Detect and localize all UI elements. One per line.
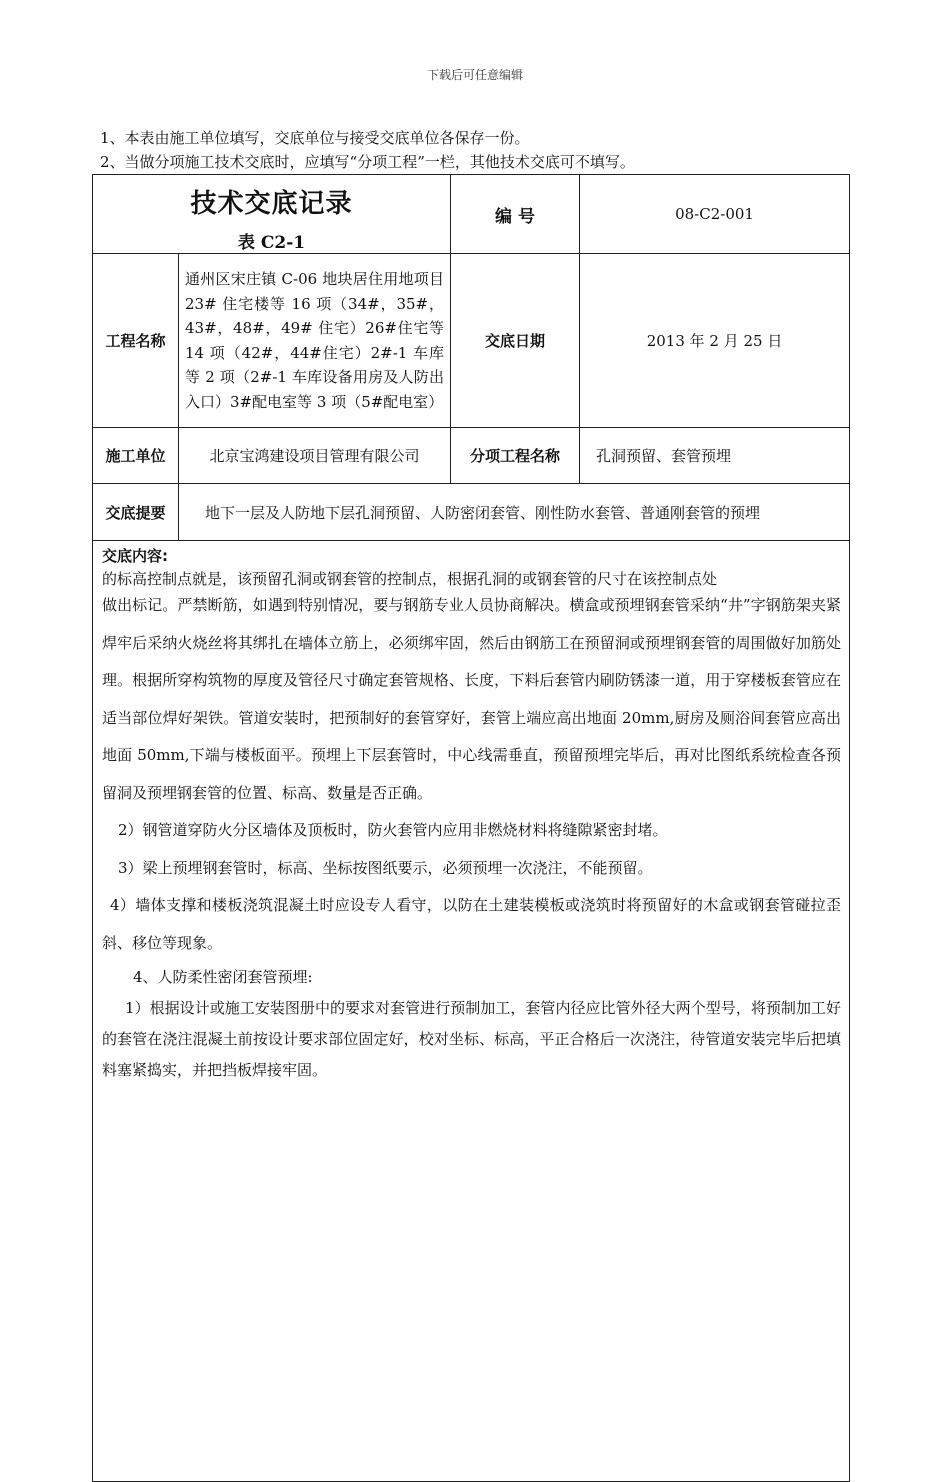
content-label: 交底内容: bbox=[102, 547, 168, 565]
content-paragraph: 2）钢管道穿防火分区墙体及顶板时，防火套管内应用非燃烧材料将缝隙紧密封堵。 bbox=[118, 821, 668, 839]
summary-value: 地下一层及人防地下层孔洞预留、人防密闭套管、刚性防水套管、普通刚套管的预埋 bbox=[179, 484, 850, 541]
number-value: 08-C2-001 bbox=[580, 175, 850, 254]
project-name-label: 工程名称 bbox=[93, 254, 179, 428]
content-paragraph: 做出标记。严禁断筋，如遇到特别情况，要与钢筋专业人员协商解决。横盒或预埋钢套管采纳“井”字钢筋架夹紧焊牢后采纳火烧丝将其绑扎在墙体立筋上，必须绑牢固，然后由钢筋工在预留洞或预埋钢套管的周围做好加筋处理。根据所穿构筑物的厚度及管径尺寸确定套管规格、长度，下料后套管内刷防锈漆一道，用于穿楼板套管应在适当部位焊好架铁。管道安装时，把预制好的套管穿好，套管上端应高出地面 20mm,厨房及厕浴间套管应高出地面 50mm,下端与楼板面平。预埋上下层套管时，中心线需垂直，预留预埋完毕后，再对比图纸系统检查各预留洞及预埋钢套管的位置、标高、数量是否正确。 bbox=[102, 596, 842, 802]
contractor-value: 北京宝鸿建设项目管理有限公司 bbox=[179, 428, 451, 484]
page-header-note: 下载后可任意编辑 bbox=[426, 68, 523, 82]
note-item: 2、当做分项施工技术交底时，应填写“分项工程”一栏，其他技术交底可不填写。 bbox=[100, 153, 635, 171]
content-paragraph: 1）根据设计或施工安装图册中的要求对套管进行预制加工，套管内径应比管外径大两个型号，将预制加工好的套管在浇注混凝土前按设计要求部位固定好，校对坐标、标高，平正合格后一次浇注，待管道安装完毕后把填料塞紧捣实，并把挡板焊接牢固。 bbox=[102, 999, 842, 1079]
form-title: 技术交底记录 bbox=[190, 189, 353, 219]
subproject-label: 分项工程名称 bbox=[451, 428, 580, 484]
instruction-notes bbox=[100, 126, 635, 174]
project-name-value: 通州区宋庄镇 C-06 地块居住用地项目 23# 住宅楼等 16 项（34#，35#，43#，48#，49# 住宅）26#住宅等 14 项（42#，44#住宅）2#-1 车库等 2 项（2#-1 车库设备用房及人防出入口）3#配电室等 3 项（5#配电室） bbox=[179, 254, 451, 428]
briefing-content-cell bbox=[93, 541, 850, 1482]
content-paragraph: 4）墙体支撑和楼板浇筑混凝土时应设专人看守，以防在土建装模板或浇筑时将预留好的木盒或钢套管碰拉歪斜、移位等现象。 bbox=[102, 896, 842, 952]
subproject-value: 孔洞预留、套管预埋 bbox=[580, 428, 850, 484]
note-item: 1、本表由施工单位填写，交底单位与接受交底单位各保存一份。 bbox=[100, 129, 530, 147]
number-label: 编 号 bbox=[451, 175, 580, 254]
form-subtitle: 表 C2-1 bbox=[237, 233, 306, 253]
form-title-cell bbox=[93, 175, 451, 254]
technical-briefing-form bbox=[92, 174, 850, 1482]
contractor-label: 施工单位 bbox=[93, 428, 179, 484]
content-paragraph: 的标高控制点就是，该预留孔洞或钢套管的控制点，根据孔洞的或钢套管的尺寸在该控制点处 bbox=[102, 570, 718, 588]
content-paragraph: 4、人防柔性密闭套管预埋: bbox=[133, 968, 313, 986]
content-paragraph: 3）梁上预埋钢套管时，标高、坐标按图纸要示，必须预埋一次浇注，不能预留。 bbox=[118, 858, 653, 877]
briefing-date-label: 交底日期 bbox=[451, 254, 580, 428]
summary-label: 交底提要 bbox=[93, 484, 179, 541]
briefing-date-value: 2013 年 2 月 25 日 bbox=[580, 254, 850, 428]
